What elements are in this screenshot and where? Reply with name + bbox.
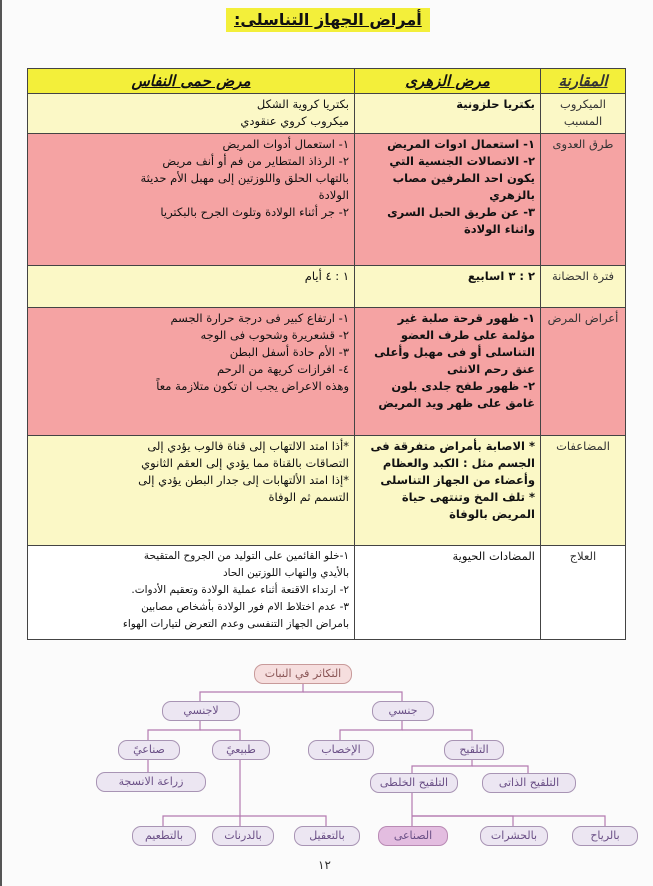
cell-d1 xyxy=(355,436,541,546)
cell-line: بامراض الجهاز التنفسى وعدم التعرض لتيارات الهواء xyxy=(122,618,349,630)
table-row xyxy=(28,546,626,640)
cell-d2 xyxy=(28,94,355,134)
cell-d2 xyxy=(28,134,355,266)
cell-line: وأعضاء من الجهاز التناسلى xyxy=(380,473,535,487)
cell-line: ٢- ارتداء الاقنعة أثناء عملية الولادة وتعقيم الأدوات. xyxy=(131,584,349,596)
tree-node-layering: بالدرنات xyxy=(212,826,274,846)
header-criterion: المقارنة xyxy=(541,69,626,94)
cell-line: ٢- ظهور طفح جلدى بلون xyxy=(391,379,535,393)
page-number: ١٢ xyxy=(318,858,331,872)
cell-d2 xyxy=(28,308,355,436)
table-row xyxy=(28,94,626,134)
cell-line: ١- ظهور قرحة صلبة غير xyxy=(397,311,535,325)
cell-line: ١-خلو القائمين على التوليد من الجروح المتقيحة xyxy=(143,550,349,562)
table-row xyxy=(28,134,626,266)
tree-node-tissue-culture: زراعة الانسجة xyxy=(96,772,206,792)
table-row xyxy=(28,308,626,436)
table-row xyxy=(28,266,626,308)
cell-d1 xyxy=(355,134,541,266)
cell-line: التناسلى أو فى مهبل وأعلى xyxy=(374,345,535,359)
cell-line: ١ : ٤ أيام xyxy=(304,269,349,283)
cell-line: ٣- الأم حادة أسفل البطن xyxy=(229,345,349,359)
cell-line: بكتريا كروية الشكل xyxy=(256,97,349,111)
cell-line: التسمم ثم الوفاة xyxy=(268,490,349,504)
table-row xyxy=(28,436,626,546)
cell-line: ميكروب كروي عنقودي xyxy=(240,114,349,128)
header-disease1: مرض الزهرى xyxy=(355,69,541,94)
cell-d2 xyxy=(28,546,355,640)
cell-line: *إذا امتد الألتهابات إلى جدار البطن يؤدي إلى xyxy=(138,473,349,487)
cell-line: مؤلمة على طرف العضو xyxy=(400,328,535,342)
cell-line: المضادات الحيوية xyxy=(452,549,535,563)
cell-line: غامق على ظهر ويد المريض xyxy=(378,396,535,410)
tree-node-sexual: جنسي xyxy=(372,701,434,721)
tree-node-artificial-pollination: الصناعى xyxy=(378,826,448,846)
header-disease2: مرض حمى النفاس xyxy=(28,69,355,94)
row-label: المضاعفات xyxy=(541,436,626,546)
cell-d2 xyxy=(28,436,355,546)
cell-line: ٤- افرازات كريهة من الرحم xyxy=(217,362,349,376)
cell-line: * تلف المخ وتنتهى حياة xyxy=(401,490,535,504)
tree-node-self-pollination: التلقيح الذاتى xyxy=(482,773,576,793)
cell-line: عنق رحم الانثى xyxy=(446,362,535,376)
cell-d1 xyxy=(355,546,541,640)
row-label: الميكروب المسبب xyxy=(541,94,626,134)
cell-line: بالتهاب الحلق واللوزتين إلى مهبل الأم حديثة xyxy=(140,171,349,185)
cell-line: ٣- عن طريق الحبل السرى xyxy=(387,205,535,219)
comparison-table xyxy=(27,68,626,640)
tree-node-natural: طبيعيً xyxy=(212,740,270,760)
tree-node-wind: بالرياح xyxy=(572,826,638,846)
cell-line: بكتريا حلزونية xyxy=(456,97,535,111)
row-label: طرق العدوى xyxy=(541,134,626,266)
cell-line: الولادة xyxy=(318,188,349,202)
cell-line: ٢- الاتصالات الجنسية التي xyxy=(389,154,535,168)
tree-node-root: التكاثر في النبات xyxy=(254,664,352,684)
row-label: العلاج xyxy=(541,546,626,640)
left-border xyxy=(0,0,2,886)
tree-node-grafting: بالتطعيم xyxy=(132,826,196,846)
cell-line: ٣- عدم اختلاط الام فور الولادة بأشخاص مصابين xyxy=(141,601,349,613)
cell-line: المريض بالوفاة xyxy=(449,507,535,521)
cell-line: ٢ : ٣ اسابيع xyxy=(467,269,535,283)
cell-line: واثناء الولادة xyxy=(463,222,535,236)
tree-node-cross-pollination: التلقيح الخلطى xyxy=(370,773,458,793)
page-title: أمراض الجهاز التناسلى: xyxy=(226,8,430,32)
cell-line: ١- استعمال ادوات المريض xyxy=(387,137,535,151)
tree-node-cuttings: بالتعقيل xyxy=(294,826,360,846)
cell-line: وهذه الاعراض يجب ان تكون متلازمة معاً xyxy=(156,379,349,393)
cell-line: الجسم مثل : الكبد والعظام xyxy=(382,456,535,470)
cell-line: * الاصابة بأمراض متفرقة فى xyxy=(370,439,535,453)
tree-node-asexual: لاجنسي xyxy=(162,701,240,721)
cell-d1 xyxy=(355,94,541,134)
cell-line: *أذا امتد الالتهاب إلى قناة فالوب يؤدي إلى xyxy=(147,439,349,453)
cell-line: ٢- جر أثناء الولادة وتلوث الجرح بالبكتريا xyxy=(160,205,349,219)
cell-d1 xyxy=(355,308,541,436)
cell-line: يكون احد الطرفين مصاب xyxy=(392,171,535,185)
row-label: فترة الحضانة xyxy=(541,266,626,308)
cell-line: التصاقات بالقناة مما يؤدي إلى العقم الثانوي xyxy=(141,456,349,470)
tree-node-artificial: صناعيً xyxy=(118,740,180,760)
table-header-row xyxy=(28,69,626,94)
tree-node-pollination: التلقيح xyxy=(444,740,504,760)
row-label: أعراض المرض xyxy=(541,308,626,436)
cell-line: بالأيدي والتهاب اللوزتين الحاد xyxy=(223,567,349,579)
cell-line: ١- ارتفاع كبير فى درجة حرارة الجسم xyxy=(170,311,349,325)
cell-d1 xyxy=(355,266,541,308)
cell-line: ١- استعمال أدوات المريض xyxy=(222,137,349,151)
cell-line: بالزهري xyxy=(489,188,535,202)
cell-line: ٢- قشعريرة وشحوب فى الوجه xyxy=(200,328,349,342)
cell-d2 xyxy=(28,266,355,308)
cell-line: ٢- الرذاذ المتطاير من فم أو أنف مريض xyxy=(162,154,349,168)
tree-node-fertilization: الإخصاب xyxy=(308,740,374,760)
tree-node-insects: بالحشرات xyxy=(480,826,548,846)
